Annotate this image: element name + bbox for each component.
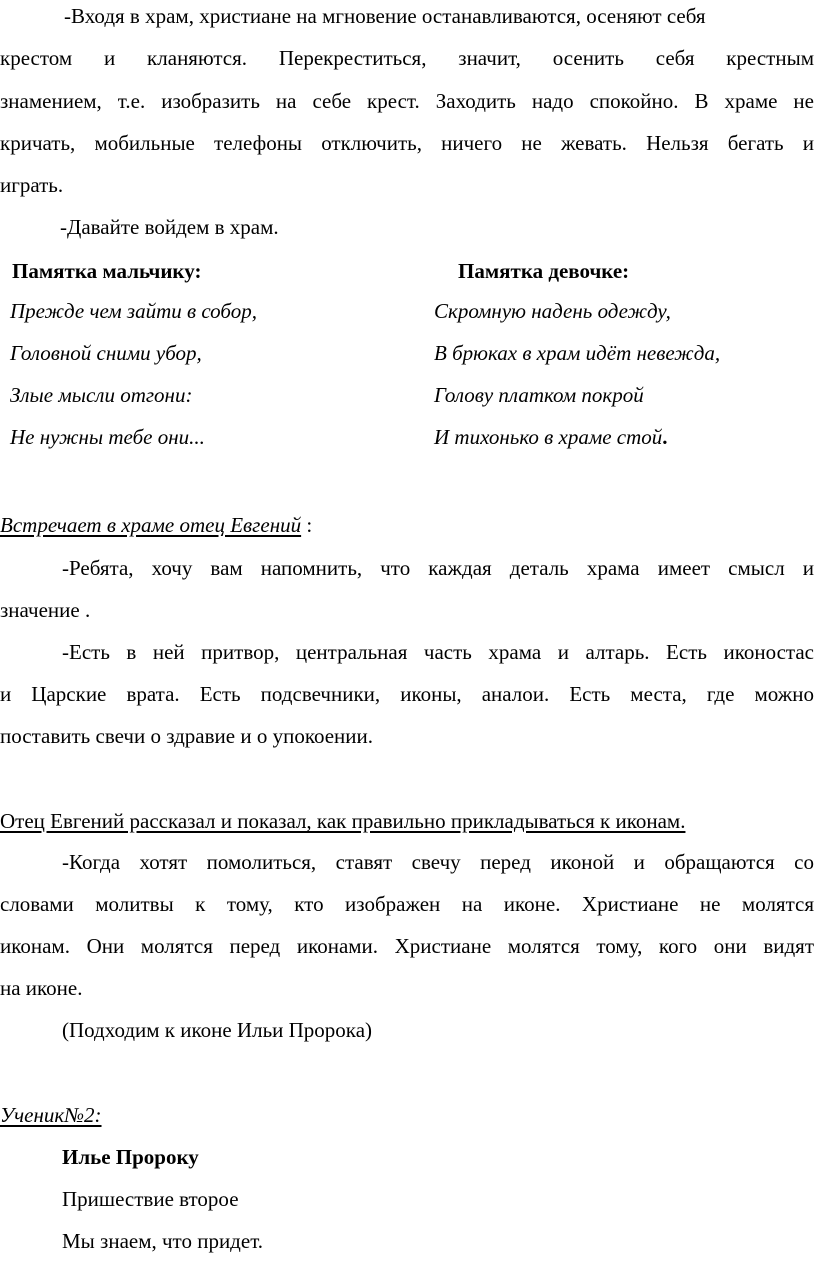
priest-p2-line-1: -Есть в ней притвор, центральная часть храма и алтарь. Есть иконостас [62, 640, 814, 664]
icons-p-line-2: словами молитвы к тому, кто изображен на иконе. Христиане не молятся [0, 892, 814, 916]
icons-p-line-3: иконам. Они молятся перед иконами. Христиане молятся тому, кого они видят [0, 934, 814, 958]
priest-p1-line-2: значение . [0, 598, 91, 622]
memo-boy-line-2: Головной сними убор, [10, 341, 202, 365]
priest-heading-text: Встречает в храме отец Евгений [0, 513, 302, 537]
intro-line-5: играть. [0, 173, 64, 197]
memo-boy-title: Памятка мальчику: [12, 259, 202, 283]
priest-heading-tail: : [301, 513, 313, 537]
intro-line-4: кричать, мобильные телефоны отключить, ничего не жевать. Нельзя бегать и [0, 131, 814, 155]
poem-line-2: Мы знаем, что придет. [62, 1229, 264, 1253]
icons-p-line-1: -Когда хотят помолиться, ставят свечу перед иконой и обращаются со [62, 850, 814, 874]
memo-boy-line-3: Злые мысли отгони: [10, 383, 193, 407]
icons-note: (Подходим к иконе Ильи Пророка) [62, 1018, 373, 1042]
intro-enter-line: -Давайте войдем в храм. [60, 215, 279, 239]
priest-heading [0, 515, 312, 536]
student-label: Ученик№2: [0, 1103, 102, 1127]
priest-p2-line-3: поставить свечи о здравие и о упокоении. [0, 724, 374, 748]
memo-girl-line-4-text: И тихонько в храме стой [434, 425, 663, 449]
intro-line-2: крестом и кланяются. Перекреститься, значит, осенить себя крестным [0, 46, 814, 70]
memo-girl-line-4 [434, 427, 668, 448]
priest-p2-line-2: и Царские врата. Есть подсвечники, иконы, аналои. Есть места, где можно [0, 682, 814, 706]
memo-girl-title: Памятка девочке: [458, 259, 630, 283]
memo-boy-line-4: Не нужны тебе они... [10, 425, 205, 449]
memo-girl-line-3: Голову платком покрой [434, 383, 644, 407]
intro-line-3: знамением, т.е. изобразить на себе крест. Заходить надо спокойно. В храме не [0, 89, 814, 113]
priest-p1-line-1: -Ребята, хочу вам напомнить, что каждая деталь храма имеет смысл и [62, 556, 814, 580]
poem-line-1: Пришествие второе [62, 1187, 239, 1211]
memo-girl-line-4-punct: . [662, 425, 668, 449]
icons-p-line-4: на иконе. [0, 976, 83, 1000]
memo-boy-line-1: Прежде чем зайти в собор, [10, 299, 257, 323]
memo-girl-line-1: Скромную надень одежду, [434, 299, 671, 323]
memo-girl-line-2: В брюках в храм идёт невежда, [434, 341, 721, 365]
poem-title: Илье Пророку [62, 1145, 199, 1169]
intro-line-1: -Входя в храм, христиане на мгновение останавливаются, осеняют себя [64, 4, 706, 28]
icons-heading: Отец Евгений рассказал и показал, как правильно прикладываться к иконам. [0, 809, 686, 833]
